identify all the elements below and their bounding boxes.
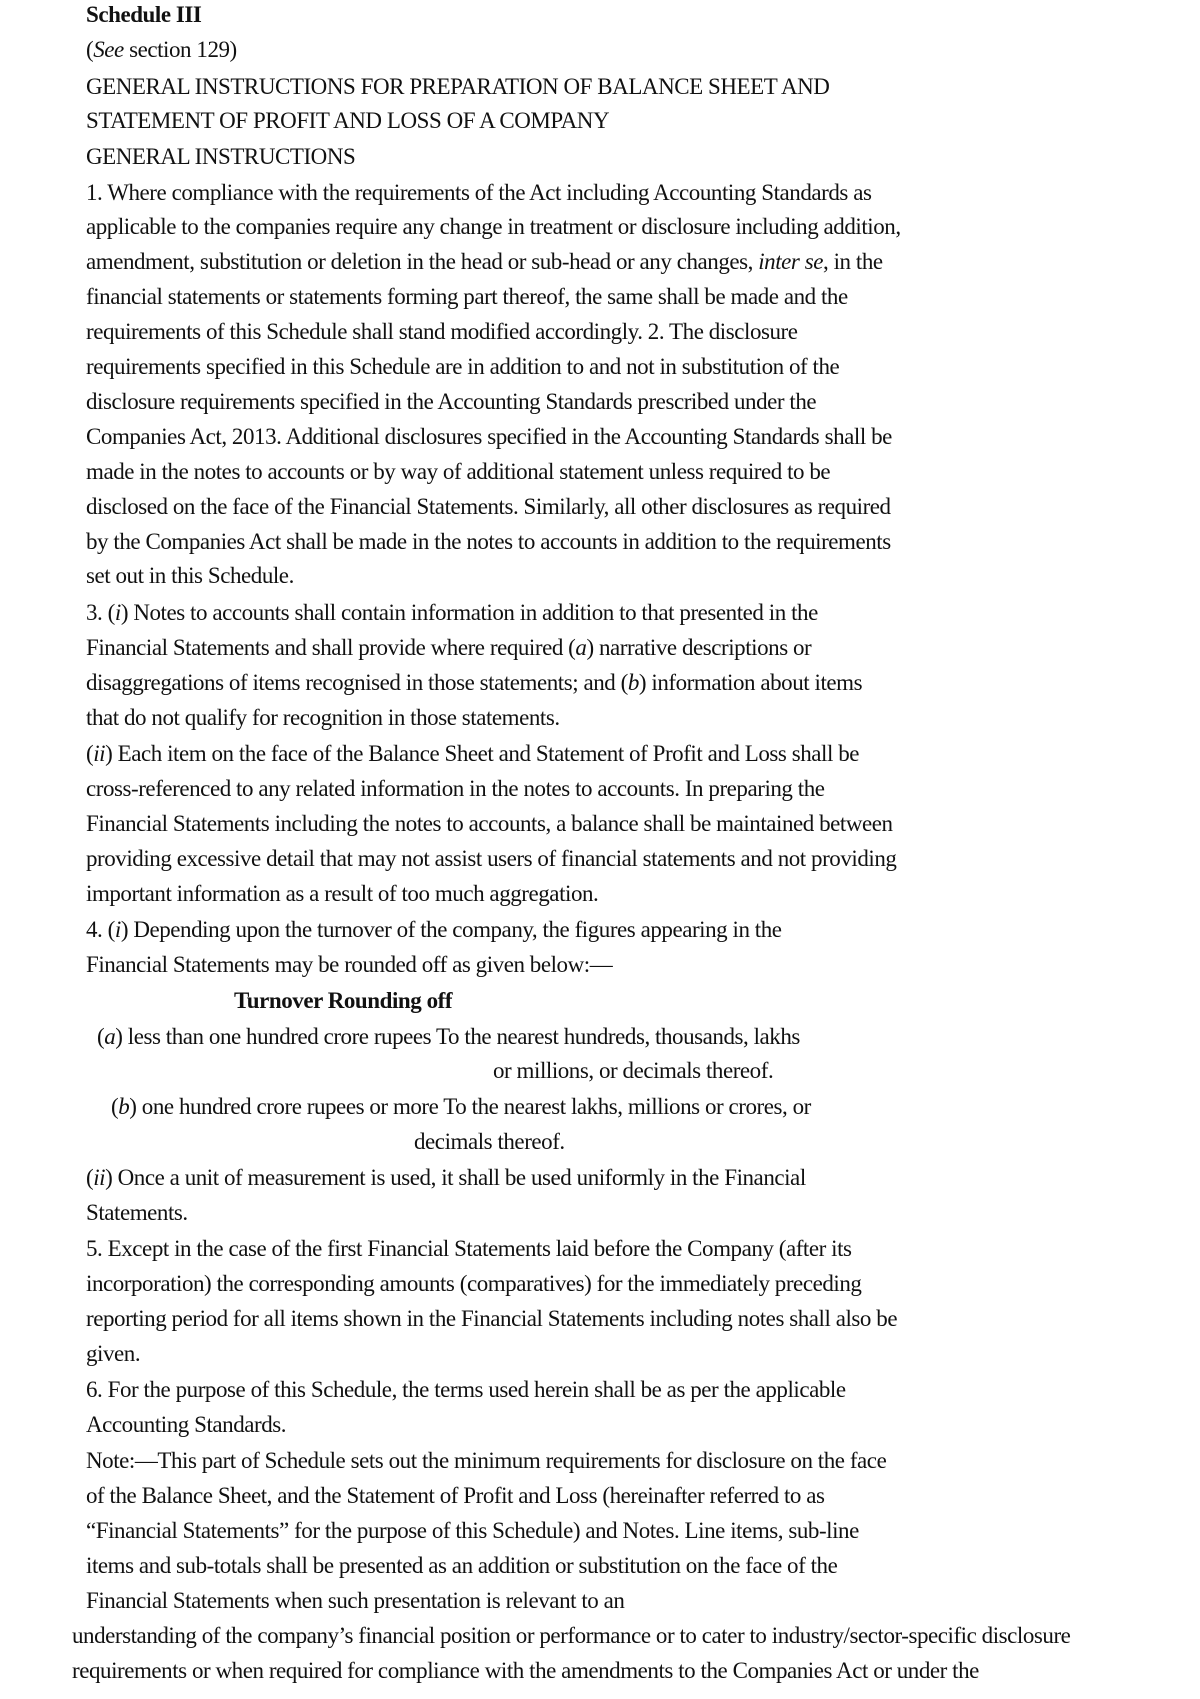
note-line: “Financial Statements” for the purpose of this Schedule) and Notes. Line items, sub-line — [86, 1518, 859, 1543]
para1-line: 1. Where compliance with the requirements of the Act including Accounting Standards as — [86, 180, 872, 205]
para3ii-line: important information as a result of too much aggregation. — [86, 881, 599, 906]
general-instructions-heading: GENERAL INSTRUCTIONS — [86, 144, 356, 169]
para2-line: disclosed on the face of the Financial Statements. Similarly, all other disclosures as required — [86, 494, 891, 519]
para4i-line: 4. (i) Depending upon the turnover of the company, the figures appearing in the — [86, 917, 782, 942]
para3i-line: 3. (i) Notes to accounts shall contain information in addition to that presented in the — [86, 600, 818, 625]
note-line: Note:—This part of Schedule sets out the minimum requirements for disclosure on the face — [86, 1448, 887, 1473]
note-line: requirements or when required for compliance with the amendments to the Companies Act or under the — [72, 1658, 979, 1683]
para6-line: Accounting Standards. — [86, 1412, 287, 1437]
heading-line-1: GENERAL INSTRUCTIONS FOR PREPARATION OF BALANCE SHEET AND — [86, 74, 830, 99]
para5-line: given. — [86, 1341, 141, 1366]
para3i-line: that do not qualify for recognition in those statements. — [86, 705, 560, 730]
para4ii-line: Statements. — [86, 1200, 188, 1225]
rounding-row-b: (b) one hundred crore rupees or more To the nearest lakhs, millions or crores, or — [111, 1094, 811, 1119]
rounding-row-a-continued: or millions, or decimals thereof. — [493, 1058, 774, 1083]
para2-line: set out in this Schedule. — [86, 563, 294, 588]
para5-line: reporting period for all items shown in the Financial Statements including notes shall also be — [86, 1306, 898, 1331]
note-line: Financial Statements when such presentation is relevant to an — [86, 1588, 625, 1613]
para4ii-line: (ii) Once a unit of measurement is used, it shall be used uniformly in the Financial — [86, 1165, 806, 1190]
rounding-table-header: Turnover Rounding off — [234, 988, 453, 1013]
para3ii-line: providing excessive detail that may not assist users of financial statements and not providing — [86, 846, 897, 871]
rounding-row-a: (a) less than one hundred crore rupees To the nearest hundreds, thousands, lakhs — [97, 1024, 800, 1049]
para3i-line: disaggregations of items recognised in those statements; and (b) information about items — [86, 670, 863, 695]
para2-line: made in the notes to accounts or by way of additional statement unless required to be — [86, 459, 831, 484]
para2-line: Companies Act, 2013. Additional disclosures specified in the Accounting Standards shall be — [86, 424, 892, 449]
see-suffix: section 129) — [123, 37, 237, 62]
note-line: items and sub-totals shall be presented as an addition or substitution on the face of the — [86, 1553, 838, 1578]
para2-line: by the Companies Act shall be made in the notes to accounts in addition to the requirements — [86, 529, 891, 554]
para3ii-line: cross-referenced to any related information in the notes to accounts. In preparing the — [86, 776, 825, 801]
see-prefix: ( — [86, 37, 94, 62]
note-line: understanding of the company’s financial position or performance or to cater to industry/sector-specific disclosure — [72, 1623, 1071, 1648]
inter-se-italic: inter se — [758, 249, 823, 274]
para5-line: 5. Except in the case of the first Financial Statements laid before the Company (after its — [86, 1236, 852, 1261]
para1-line: applicable to the companies require any change in treatment or disclosure including addition, — [86, 214, 901, 239]
rounding-row-b-continued: decimals thereof. — [414, 1129, 565, 1154]
para1-line: financial statements or statements forming part thereof, the same shall be made and the — [86, 284, 848, 309]
schedule-title: Schedule III — [86, 2, 202, 27]
para2-line: disclosure requirements specified in the Accounting Standards prescribed under the — [86, 389, 817, 414]
para1-line: amendment, substitution or deletion in the head or sub-head or any changes, inter se, in the — [86, 249, 883, 274]
para2-line: requirements specified in this Schedule are in addition to and not in substitution of the — [86, 354, 840, 379]
para4i-line: Financial Statements may be rounded off as given below:— — [86, 952, 613, 977]
para1-line: requirements of this Schedule shall stand modified accordingly. 2. The disclosure — [86, 319, 798, 344]
section-reference — [86, 33, 237, 67]
heading-line-2: STATEMENT OF PROFIT AND LOSS OF A COMPANY — [86, 108, 610, 133]
para3ii-line: (ii) Each item on the face of the Balance Sheet and Statement of Profit and Loss shall be — [86, 741, 860, 766]
para6-line: 6. For the purpose of this Schedule, the terms used herein shall be as per the applicable — [86, 1377, 846, 1402]
para3i-line: Financial Statements and shall provide where required (a) narrative descriptions or — [86, 635, 812, 660]
note-line: of the Balance Sheet, and the Statement of Profit and Loss (hereinafter referred to as — [86, 1483, 825, 1508]
para5-line: incorporation) the corresponding amounts (comparatives) for the immediately preceding — [86, 1271, 862, 1296]
see-italic: See — [93, 37, 124, 62]
para3ii-line: Financial Statements including the notes to accounts, a balance shall be maintained between — [86, 811, 893, 836]
